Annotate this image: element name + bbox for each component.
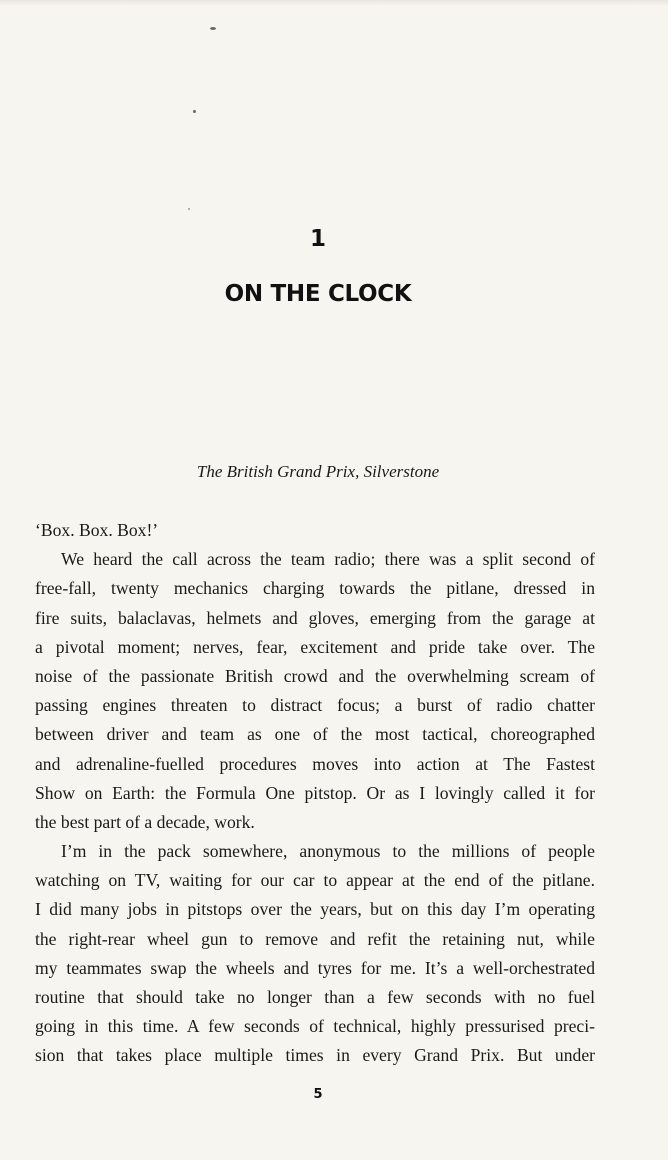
text-line: watching on TV, waiting for our car to appear at the end of the pitlane. — [35, 870, 595, 891]
text-line: sion that takes place multiple times in every Grand Prix. But under — [35, 1045, 595, 1066]
text-line: routine that should take no longer than a few seconds with no fuel — [35, 987, 595, 1007]
text-line: Show on Earth: the Formula One pitstop. Or as I lovingly called it for — [35, 782, 595, 803]
ink-speck — [210, 27, 216, 30]
chapter-title: ON THE CLOCK — [224, 281, 412, 307]
chapter-location-epigraph: The British Grand Prix, Silverstone — [196, 462, 440, 481]
text-line: a pivotal moment; nerves, fear, excitement and pride take over. The — [35, 636, 595, 657]
page-number: 5 — [313, 1087, 323, 1102]
ink-speck — [188, 208, 190, 210]
chapter-number: 1 — [309, 226, 326, 252]
chapter-body-text — [35, 516, 595, 1071]
text-line: noise of the passionate British crowd and the overwhelming scream of — [35, 665, 595, 686]
ink-speck — [193, 110, 196, 113]
text-line: We heard the call across the team radio; there was a split second of — [61, 549, 595, 570]
text-line: the right-rear wheel gun to remove and refit the retaining nut, while — [35, 928, 595, 949]
text-line: passing engines threaten to distract focus; a burst of radio chatter — [35, 695, 595, 716]
text-line: going in this time. A few seconds of technical, highly pressurised preci- — [35, 1016, 595, 1037]
text-line: and adrenaline-fuelled procedures moves into action at The Fastest — [35, 753, 595, 774]
text-line: the best part of a decade, work. — [35, 811, 255, 832]
text-line: I’m in the pack somewhere, anonymous to the millions of people — [61, 841, 595, 862]
text-line: fire suits, balaclavas, helmets and gloves, emerging from the garage at — [35, 607, 595, 628]
text-line: I did many jobs in pitstops over the years, but on this day I’m operating — [35, 899, 595, 920]
text-line: my teammates swap the wheels and tyres for me. It’s a well-orchestrated — [35, 957, 595, 978]
text-line: free-fall, twenty mechanics charging towards the pitlane, dressed in — [35, 578, 595, 599]
text-line: ‘Box. Box. Box!’ — [35, 520, 159, 540]
page-edge-shadow — [0, 0, 668, 6]
text-line: between driver and team as one of the most tactical, choreographed — [35, 724, 595, 745]
